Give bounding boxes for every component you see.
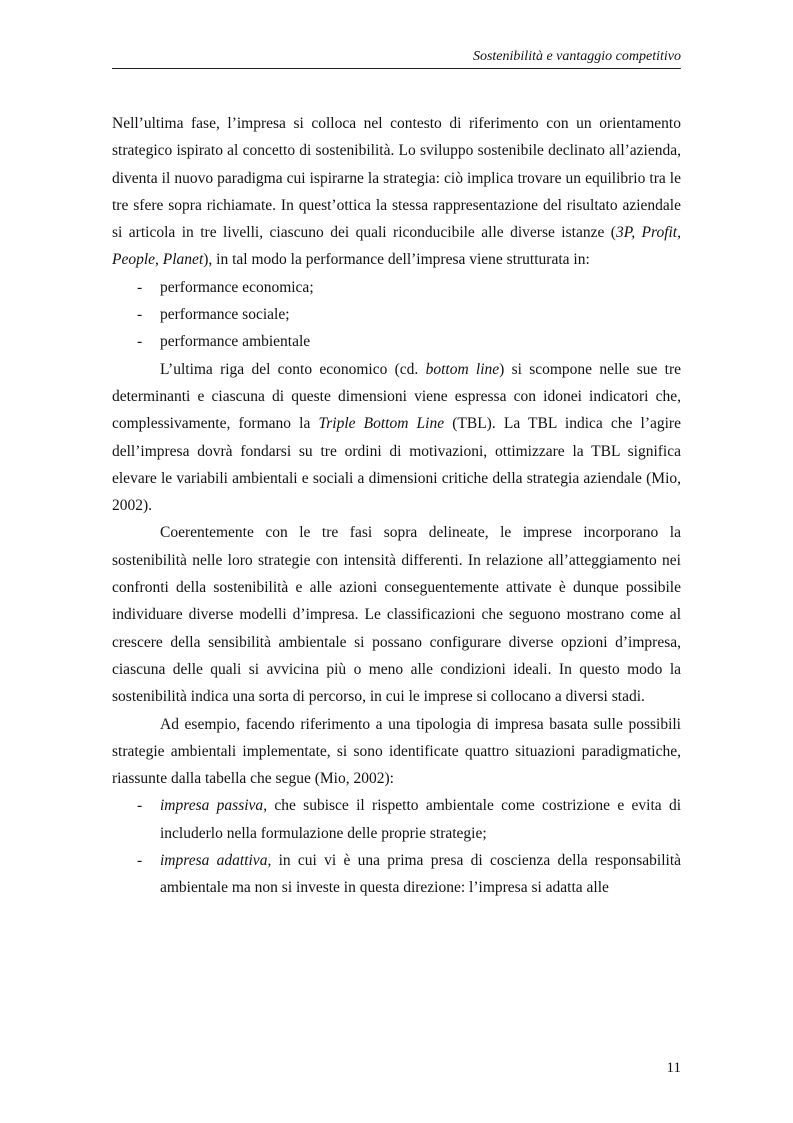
running-header: Sostenibilità e vantaggio competitivo xyxy=(472,49,681,64)
list-item: - performance sociale; xyxy=(112,301,681,328)
list-item: - impresa adattiva, in cui vi è una prima presa di coscienza della responsabilità ambientale ma non si investe in questa direzione: l’impresa si adatta alle xyxy=(112,847,681,902)
list-item: - impresa passiva, che subisce il rispetto ambientale come costrizione e evita di includerlo nella formulazione delle proprie strategie; xyxy=(112,792,681,847)
header-rule xyxy=(112,68,681,69)
paragraph-intro: Nell’ultima fase, l’impresa si colloca nel contesto di riferimento con un orientamento strategico ispirato al concetto di sostenibilità. Lo sviluppo sostenibile declinato all’azienda, diventa il nuovo paradigma cui ispirarne la strategia: ciò implica trovare un equilibrio tra le tre sfere sopra richiamate. In quest’ottica la stessa rappresentazione del risultato aziendale si articola in tre livelli, ciascuno dei quali riconducibile alle diverse istanze (3P, Profit, People, Planet), in tal modo la performance dell’impresa viene strutturata in: xyxy=(112,115,681,269)
list-dash: - xyxy=(137,278,143,296)
paragraph-strategies: Coerentemente con le tre fasi sopra delineate, le imprese incorporano la sostenibilità nelle loro strategie con intensità differenti. In relazione all’atteggiamento nei confronti della sostenibilità e alle azioni conseguentemente attivate è dunque possibile individuare diverse modelli d’impresa. Le classificazioni che seguono mostrano come al crescere della sensibilità ambientale si possano configurare diverse opzioni d’impresa, ciascuna delle quali si avvicina più o meno alle condizioni ideali. In questo modo la sostenibilità indica una sorta di percorso, in cui le imprese si collocano a diversi stadi. xyxy=(112,524,681,706)
paragraph-example: Ad esempio, facendo riferimento a una tipologia di impresa basata sulle possibili strategie ambientali implementate, si sono identificate quattro situazioni paradigmatiche, riassunte dalla tabella che segue (Mio, 2002): xyxy=(112,715,681,788)
paragraph-bottom-line: L’ultima riga del conto economico (cd. bottom line) si scompone nelle sue tre determinanti e ciascuna di queste dimensioni viene espressa con idonei indicatori che, complessivamente, formano la Triple Bottom Line (TBL). La TBL indica che l’agire dell’impresa dovrà fondarsi su tre ordini di motivazioni, ottimizzare la TBL significa elevare le variabili ambientali e sociali a dimensioni critiche della strategia aziendale (Mio, 2002). xyxy=(112,360,681,515)
impresa-list xyxy=(112,792,681,901)
list-dash: - xyxy=(137,306,143,324)
performance-list xyxy=(112,274,681,356)
list-item: - performance ambientale xyxy=(112,328,681,355)
list-item: - performance economica; xyxy=(112,274,681,301)
list-dash: - xyxy=(137,333,143,351)
list-dash: - xyxy=(137,852,143,870)
list-dash: - xyxy=(137,797,143,815)
page-body xyxy=(112,110,681,902)
page-number: 11 xyxy=(666,1060,681,1076)
